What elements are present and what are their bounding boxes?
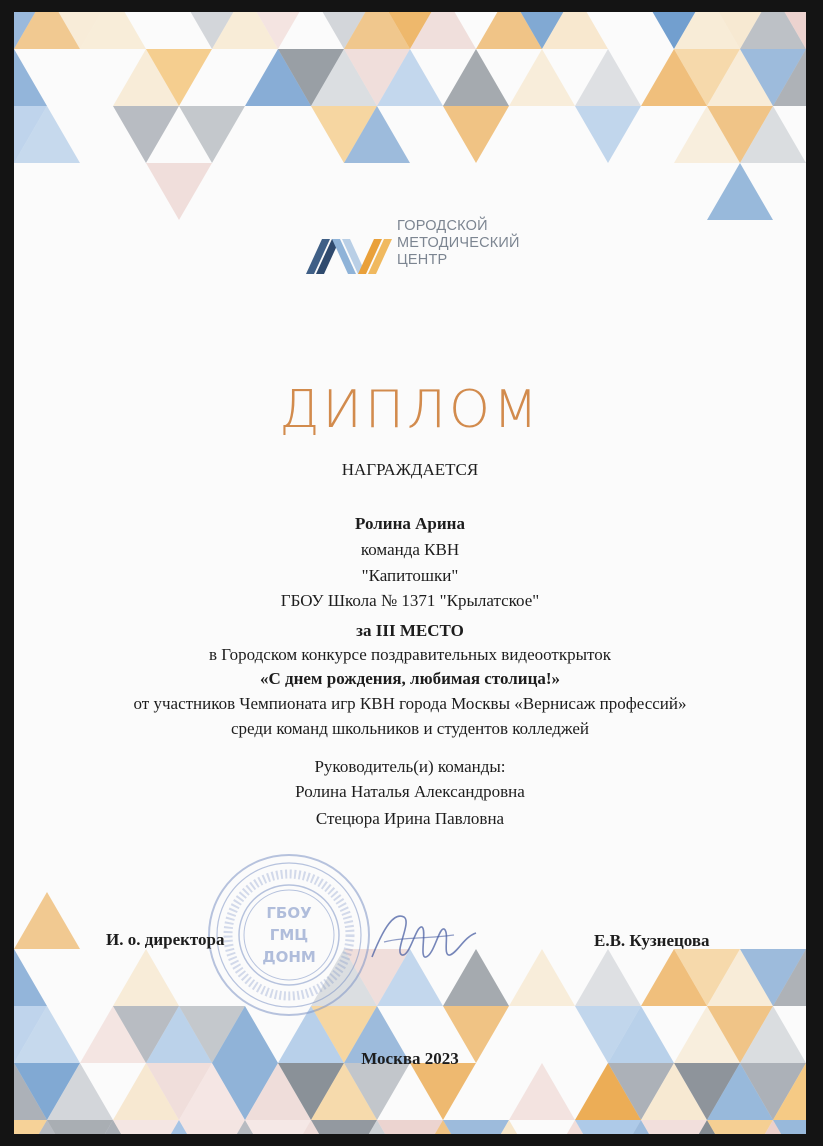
- decor-triangle: [509, 949, 575, 1006]
- decor-triangle: [14, 892, 80, 949]
- leader-name-2: Стецюра Ирина Павловна: [315, 809, 505, 828]
- official-stamp-icon: [204, 850, 374, 1020]
- footer-city-year: Москва 2023: [361, 1049, 459, 1068]
- decor-triangle: [14, 949, 47, 1006]
- decor-triangle: [575, 949, 641, 1006]
- decor-triangle: [245, 1120, 311, 1134]
- decor-triangle: [509, 1063, 575, 1120]
- decor-triangle: [443, 106, 509, 163]
- decor-triangle: [641, 1120, 707, 1134]
- decor-triangle: [47, 1120, 113, 1134]
- contest-line-2: от участников Чемпионата игр КВН города Москвы «Вернисаж профессий»: [133, 694, 687, 713]
- leader-name-1: Ролина Наталья Александровна: [295, 782, 525, 801]
- signature-icon: [364, 897, 484, 977]
- diploma-sheet: [14, 12, 806, 1134]
- logo-line-1: ГОРОДСКОЙ: [397, 218, 488, 234]
- contest-name: «С днем рождения, любимая столица!»: [259, 669, 561, 688]
- decor-triangle: [146, 163, 212, 220]
- decor-triangle: [377, 1120, 443, 1134]
- contest-line-1: в Городском конкурсе поздравительных видеооткрыток: [209, 645, 611, 664]
- decor-triangle: [575, 106, 641, 163]
- place-text: за III МЕСТО: [356, 621, 464, 640]
- logo-text: [397, 218, 520, 269]
- decor-triangle: [14, 49, 47, 106]
- team-name: "Капитошки": [361, 566, 459, 585]
- school-name: ГБОУ Школа № 1371 "Крылатское": [280, 591, 540, 610]
- decor-triangle: [575, 49, 641, 106]
- decor-triangle: [113, 106, 179, 163]
- stamp-line-1: ГБОУ: [266, 904, 312, 922]
- decor-triangle: [179, 106, 245, 163]
- team-type: команда КВН: [360, 540, 460, 559]
- decor-triangle: [509, 49, 575, 106]
- decor-triangle: [179, 1120, 245, 1134]
- recipient-name: Ролина Арина: [355, 514, 465, 533]
- decor-triangle: [707, 1120, 773, 1134]
- leaders-label: Руководитель(и) команды:: [314, 757, 506, 776]
- stamp-line-2: ГМЦ: [269, 926, 309, 944]
- decor-triangle: [113, 949, 179, 1006]
- signature-name: Е.В. Кузнецова: [594, 931, 710, 950]
- signature-position: И. о. директора: [106, 930, 225, 949]
- logo-line-3: ЦЕНТР: [397, 252, 448, 268]
- decor-triangle: [443, 1120, 509, 1134]
- stamp-line-3: ДОНМ: [262, 948, 316, 966]
- decor-triangle: [410, 1063, 476, 1120]
- contest-line-3: среди команд школьников и студентов колледжей: [230, 719, 590, 738]
- logo-line-2: МЕТОДИЧЕСКИЙ: [397, 235, 520, 251]
- decor-triangle: [113, 1120, 179, 1134]
- decor-triangle: [575, 1120, 641, 1134]
- awarded-label: НАГРАЖДАЕТСЯ: [341, 460, 479, 479]
- decor-triangle: [311, 1120, 377, 1134]
- decor-triangle: [443, 49, 509, 106]
- decor-triangle: [707, 163, 773, 220]
- diploma-title: ДИПЛОМ: [279, 380, 541, 440]
